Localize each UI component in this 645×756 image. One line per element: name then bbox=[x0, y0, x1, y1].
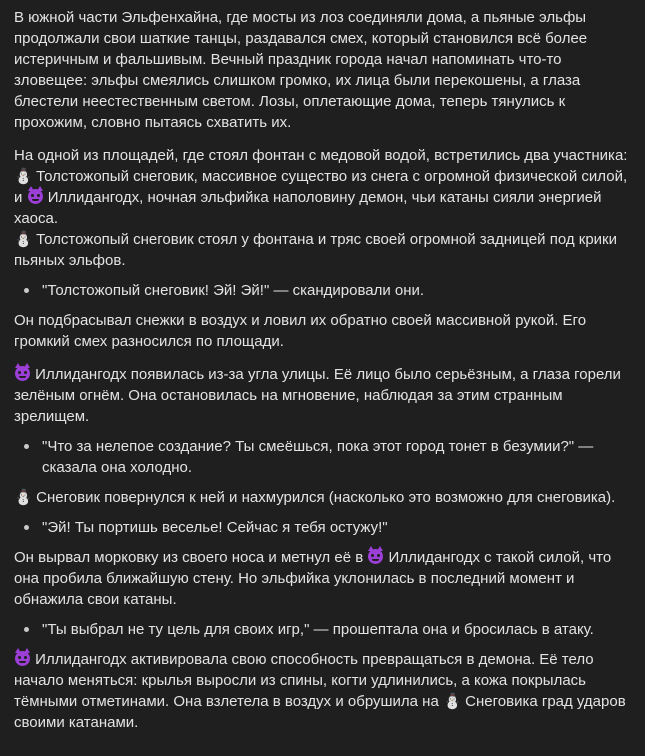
snowman-frowns-text: Снеговик повернулся к ней и нахмурился (насколько это возможно для снеговика). bbox=[36, 489, 616, 506]
list-item: "Толстожопый снеговик! Эй! Эй!" — скандировали они. bbox=[42, 280, 631, 301]
demon-description: Иллидангодх, ночная эльфийка наполовину демон, чьи катаны сияли энергией хаоса. bbox=[14, 189, 602, 227]
list-item: "Эй! Ты портишь веселье! Сейчас я тебя остужу!" bbox=[42, 517, 631, 538]
bullet-list bbox=[14, 619, 631, 640]
demon-icon bbox=[15, 651, 30, 666]
demon-icon bbox=[15, 366, 30, 381]
paragraph-snowman-frowns bbox=[14, 487, 631, 508]
list-item: "Что за нелепое создание? Ты смеёшься, пока этот город тонет в безумии?" — сказала она холодно. bbox=[42, 436, 631, 478]
carrot-text-b: Иллидангодх с такой силой, что она пробила ближайшую стену. Но эльфийка уклонилась в последний момент и обнажила свои катаны. bbox=[14, 549, 612, 608]
bullet-list bbox=[14, 280, 631, 301]
list-item: "Ты выбрал не ту цель для своих игр," — прошептала она и бросилась в атаку. bbox=[42, 619, 631, 640]
snowman-icon: ⛄ bbox=[442, 693, 462, 710]
demon-icon bbox=[368, 549, 383, 564]
paragraph-participants bbox=[14, 145, 631, 271]
snowman-icon: ⛄ bbox=[14, 168, 33, 185]
paragraph-illidan-appears bbox=[14, 364, 631, 427]
paragraph-demon-form bbox=[14, 649, 631, 733]
snowman-icon: ⛄ bbox=[14, 489, 33, 506]
illidan-appears-text: Иллидангодх появилась из-за угла улицы. Её лицо было серьёзным, а глаза горели зелёным огнём. Она остановилась на мгновение, наблюдая за этим странным зрелищем. bbox=[14, 366, 621, 425]
snowman-fountain-text: Толстожопый снеговик стоял у фонтана и тряс своей огромной задницей под крики пьяных эльфов. bbox=[14, 231, 617, 269]
demon-form-text-b: Снеговика град ударов своими катанами. bbox=[14, 693, 626, 731]
paragraph-intro: В южной части Эльфенхайна, где мосты из лоз соединяли дома, а пьяные эльфы продолжали свои шаткие танцы, раздавался смех, который становился всё более истеричным и фальшивым. Вечный праздник города начал напоминать что-то зловещее: эльфы смеялись слишком громко, их лица были перекошены, а глаза блестели неестественным светом. Лозы, оплетающие дома, теперь тянулись к прохожим, словно пытаясь схватить их. bbox=[14, 9, 588, 131]
paragraph-carrot bbox=[14, 547, 631, 610]
bullet-list bbox=[14, 436, 631, 478]
bullet-list bbox=[14, 517, 631, 538]
participants-intro: На одной из площадей, где стоял фонтан с медовой водой, встретились два участника: bbox=[14, 147, 628, 164]
paragraph-snowballs: Он подбрасывал снежки в воздух и ловил их обратно своей массивной рукой. Его громкий смех разносился по площади. bbox=[14, 312, 587, 350]
demon-icon bbox=[28, 189, 43, 204]
snowman-icon: ⛄ bbox=[14, 231, 33, 248]
snowman-description: Толстожопый снеговик, массивное существо из снега с огромной физической силой, и bbox=[14, 168, 628, 206]
demon-form-text-a: Иллидангодх активировала свою способность превращаться в демона. Её тело начало меняться: крылья выросли из спины, когти удлинились, а кожа покрылась тёмными отметинами. Она взлетела в воздух и обрушила на bbox=[14, 651, 594, 710]
carrot-text-a: Он вырвал морковку из своего носа и метнул её в bbox=[14, 549, 364, 566]
